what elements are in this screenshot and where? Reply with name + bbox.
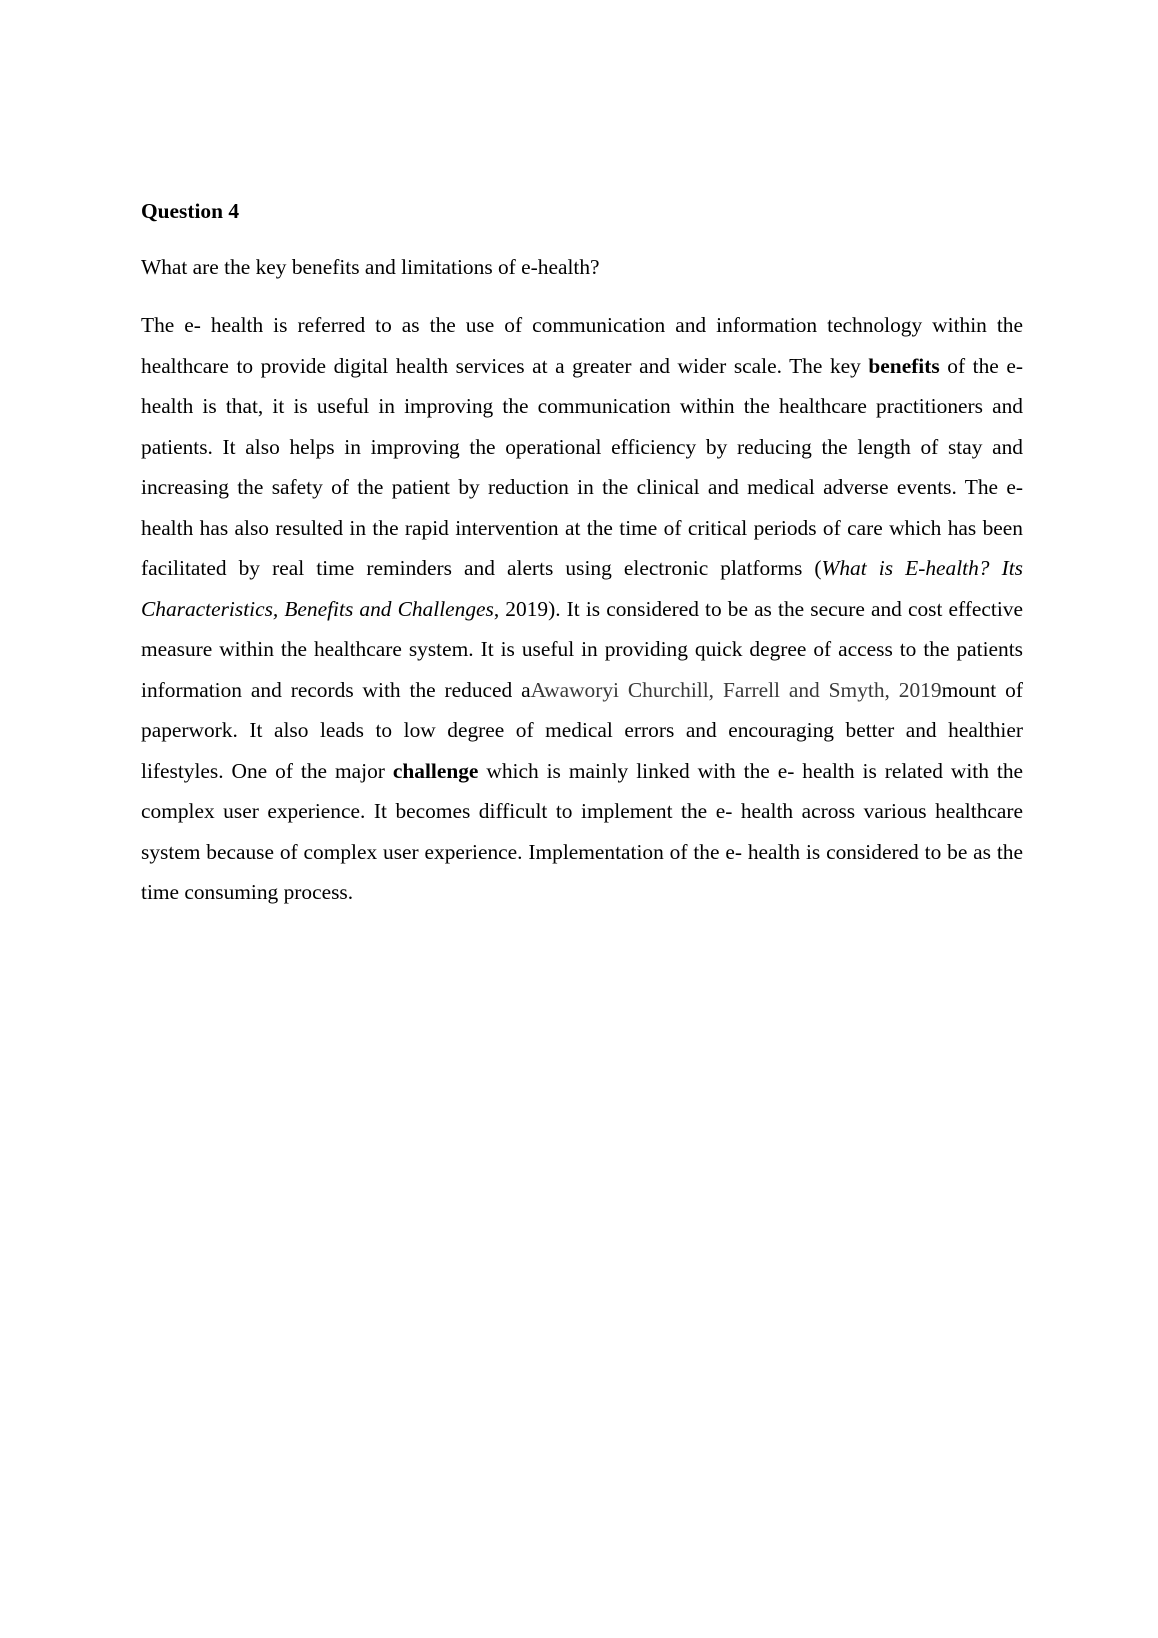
- question-text: What are the key benefits and limitations of e-health?: [141, 255, 600, 279]
- answer-text-segment: which is mainly linked with the e- health is related with the complex user experience. It becomes difficult to implement the e- health across various healthcare system because of complex user experience. Implementation of the e- health is considered to be as the time consuming process.: [141, 758, 1024, 904]
- answer-paragraph: [141, 305, 1023, 913]
- citation-title: What is E-health? Its Characteristics, Benefits and Challenges: [141, 556, 1023, 621]
- keyword-benefits: benefits: [868, 353, 940, 378]
- answer-text-segment: The e- health is referred to as the use of communication and information technology within the healthcare to provide digital health services at a greater and wider scale. The key: [141, 313, 1023, 378]
- answer-text-segment: , 2019). It is considered to be as the secure and cost effective measure within the healthcare system. It is useful in providing quick degree of access to the patients information and records with the reduced a: [141, 596, 1023, 702]
- inline-citation: Awaworyi Churchill, Farrell and Smyth, 2019: [530, 677, 942, 702]
- answer-text-segment: of the e- health is that, it is useful in improving the communication within the healthcare practitioners and patients. It also helps in improving the operational efficiency by reducing the length of stay and increasing the safety of the patient by reduction in the clinical and medical adverse events. The e- health has also resulted in the rapid intervention at the time of critical periods of care which has been facilitated by real time reminders and alerts using electronic platforms (: [141, 353, 1023, 580]
- keyword-challenge: challenge: [392, 758, 479, 783]
- answer-text-segment: mount of paperwork. It also leads to low degree of medical errors and encouraging better and healthier lifestyles. One of the major: [141, 677, 1023, 783]
- question-heading: Question 4: [141, 199, 240, 223]
- document-content: [141, 193, 1023, 913]
